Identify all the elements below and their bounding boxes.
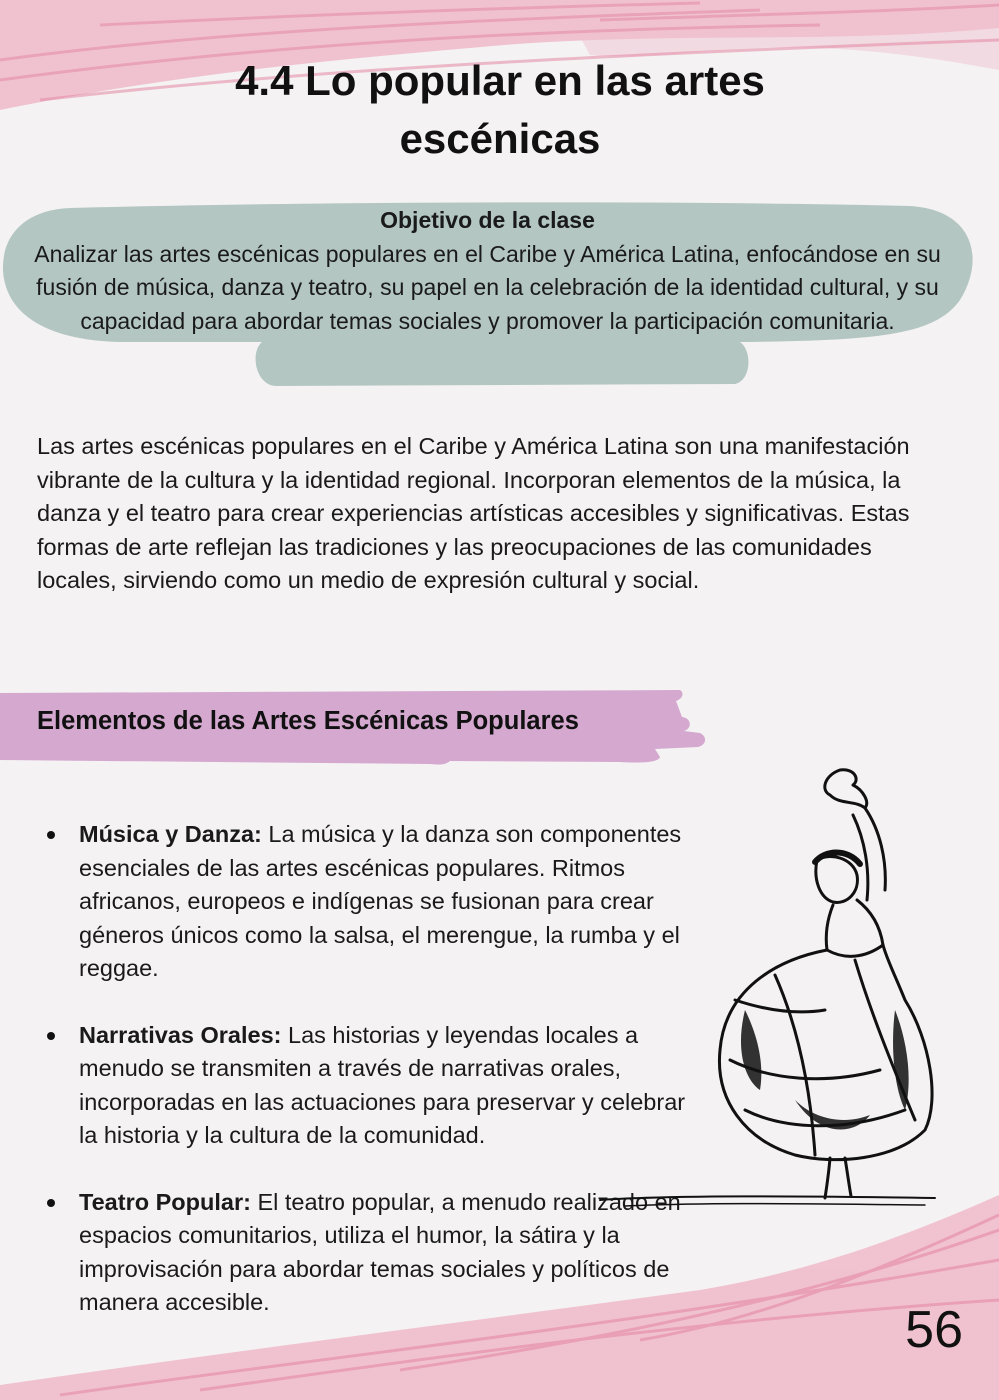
list-item-text: El teatro popular, a menudo realizado en espacios comunitarios, utiliza el humor, la sátira y la improvisación para abordar temas sociales y políticos de manera accesible. [79,1188,681,1315]
list-item-term: Música y Danza: [79,821,262,847]
list-item-text: Las historias y leyendas locales a menudo se transmiten a través de narrativas orales, incorporadas en las actuaciones para preservar y celebrar la historia y la cultura de la comunidad. [79,1021,686,1148]
list-item-term: Narrativas Orales: [79,1021,282,1048]
page-number: 56 [905,1301,963,1359]
intro-paragraph: Las artes escénicas populares en el Caribe y América Latina son una manifestación vibrante de la cultura y la identidad regional. Incorporan elementos de la música, la danza y el teatro para crear experiencias artísticas accesibles y significativas. Estas formas de arte reflejan las tradiciones y las preocupaciones de las comunidades locales, sirviendo como un medio de expresión cultural y social. [37,433,910,593]
list-item [37,818,687,986]
list-item-text: La música y la danza son componentes esenciales de las artes escénicas populares. Ritmos africanos, europeos e indígenas se fusionan para crear géneros únicos como la salsa, el merengue, la rumba y el reggae. [79,821,682,981]
section-title: Elementos de las Artes Escénicas Populares [37,707,579,735]
list-item-term: Teatro Popular: [79,1188,251,1215]
flamenco-dancer-icon [595,760,940,1210]
list-item [37,1019,687,1153]
objective-box [20,204,955,338]
objective-heading: Objetivo de la clase [380,207,595,233]
elements-list [37,818,687,1353]
list-item [37,1186,687,1320]
page-title: 4.4 Lo popular en las artes escénicas [235,57,765,162]
objective-text: Analizar las artes escénicas populares en el Caribe y América Latina, enfocándose en su fusión de música, danza y teatro, su papel en la celebración de la identidad cultural, y su capacidad para abordar temas sociales y promover la participación comunitaria. [34,240,941,334]
